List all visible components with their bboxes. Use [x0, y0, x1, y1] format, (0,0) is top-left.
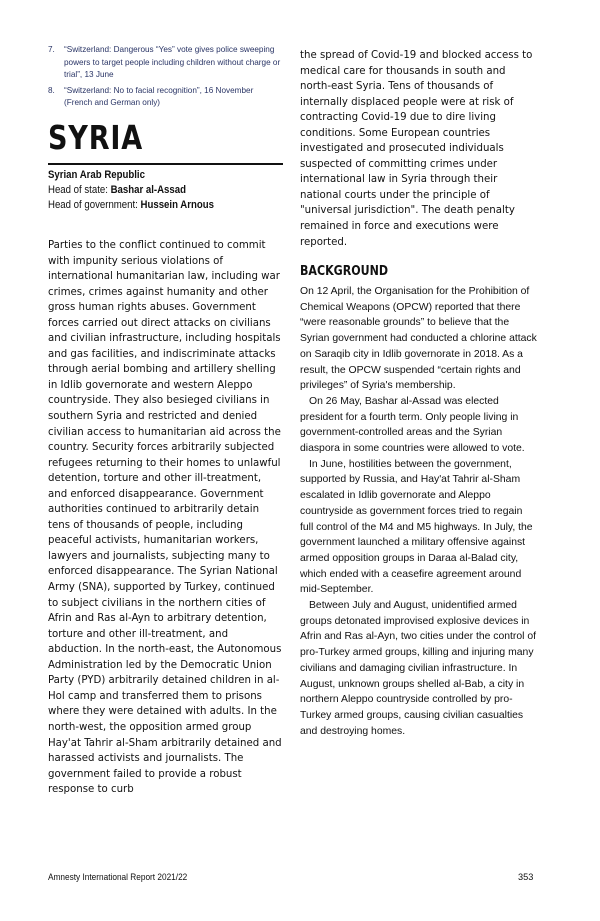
footnote-text: “Switzerland: No to facial recognition”, 16 November (French and German only)	[64, 85, 254, 107]
intro-summary-continued: the spread of Covid-19 and blocked access to medical care for thousands in south and north-east Syria. Tens of thousands of internally displaced people were at risk of contracting Covid-19 due to dire living conditions. Some European countries investigated and prosecuted individuals suspected of committing crimes under international law in Syria through their national courts under the principle of "universal jurisdiction". The death penalty remained in force and executions were reported.	[300, 50, 533, 248]
footnotes	[48, 44, 283, 113]
footnote-number: 7.	[48, 45, 55, 54]
background-section-body	[300, 284, 537, 739]
title-divider	[48, 163, 283, 165]
page-number: 353	[518, 872, 534, 882]
body-paragraph: On 26 May, Bashar al-Assad was elected president for a fourth term. Only people living in government-controlled areas and the Syrian diaspora in some countries were allowed to vote.	[300, 395, 525, 455]
footnote-item	[48, 44, 283, 82]
head-of-state-label: Head of state:	[48, 184, 111, 196]
head-of-state-line	[48, 183, 250, 198]
country-title: SYRIA	[48, 118, 144, 157]
body-paragraph: In June, hostilities between the government, supported by Russia, and Hay'at Tahrir al-Sham escalated in Idlib governorate and Aleppo countryside as government forces tried to regain full control of the M4 and M5 highways. In July, the government launched a military offensive against armed opposition groups in Daraa al-Balad city, which ended with a ceasefire agreement around mid-September.	[300, 458, 533, 596]
footnote-item	[48, 85, 283, 110]
official-name: Syrian Arab Republic	[48, 169, 145, 181]
body-paragraph: Between July and August, unidentified armed groups detonated improvised explosive devices in Afrin and Ras al-Ayn, two cities under the control of pro-Turkey armed groups, killing and injuring many civilians and damaging civilian infrastructure. In August, unknown groups shelled al-Bab, a city in northern Aleppo countryside controlled by pro-Turkey armed groups, causing civilian casualties and destroying homes.	[300, 600, 537, 737]
section-heading-background: BACKGROUND	[300, 264, 389, 279]
body-paragraph: On 12 April, the Organisation for the Prohibition of Chemical Weapons (OPCW) reported that there “were reasonable grounds” to believe that the Syrian government had conducted a chlorine attack on Saraqib city in Idlib governorate in 2018. As a result, the OPCW suspended “certain rights and privileges” of Syria's membership.	[300, 286, 537, 392]
footnote-text: “Switzerland: Dangerous “Yes” vote gives police sweeping powers to target people including children without charge or trial”, 13 June	[64, 45, 281, 79]
publication-title: Amnesty International Report 2021/22	[48, 872, 188, 882]
head-of-government-value: Hussein Arnous	[140, 199, 214, 211]
head-of-state-value: Bashar al-Assad	[110, 184, 186, 196]
footnote-number: 8.	[48, 85, 55, 95]
intro-summary: Parties to the conflict continued to commit with impunity serious violations of international humanitarian law, including war crimes, crimes against humanity and other gross human rights abuses. Government forces carried out direct attacks on civilians and civilian infrastructure, including hospitals and gas facilities, and indiscriminate attacks through aerial bombing and artillery shelling in Idlib governorate and western Aleppo countryside. They also besieged civilians in southern Syria and restricted and denied civilian access to humanitarian aid across the country. Security forces arbitrarily subjected refugees returning to their homes to unlawful detention, torture and other ill-treatment, and enforced disappearance. Government authorities continued to arbitrarily detain tens of thousands of people, including peaceful activists, humanitarian workers, lawyers and journalists, subjecting many to enforced disappearance. The Syrian National Army (SNA), supported by Turkey, continued to subject civilians in the northern cities of Afrin and Ras al-Ayn to arbitrary detention, torture and other ill-treatment, and abduction. In the north-east, the Autonomous Administration led by the Democratic Union Party (PYD) arbitrarily detained children in al-Hol camp and transferred them to prisons where they were detained with adults. In the north-west, the opposition armed group Hay'at Tahrir al-Sham arbitrarily detained and harassed activists and journalists. The government failed to provide a robust response to curb	[48, 240, 282, 796]
head-of-government-label: Head of government:	[48, 199, 141, 211]
head-of-government-line	[48, 198, 250, 213]
country-facts	[48, 168, 283, 213]
